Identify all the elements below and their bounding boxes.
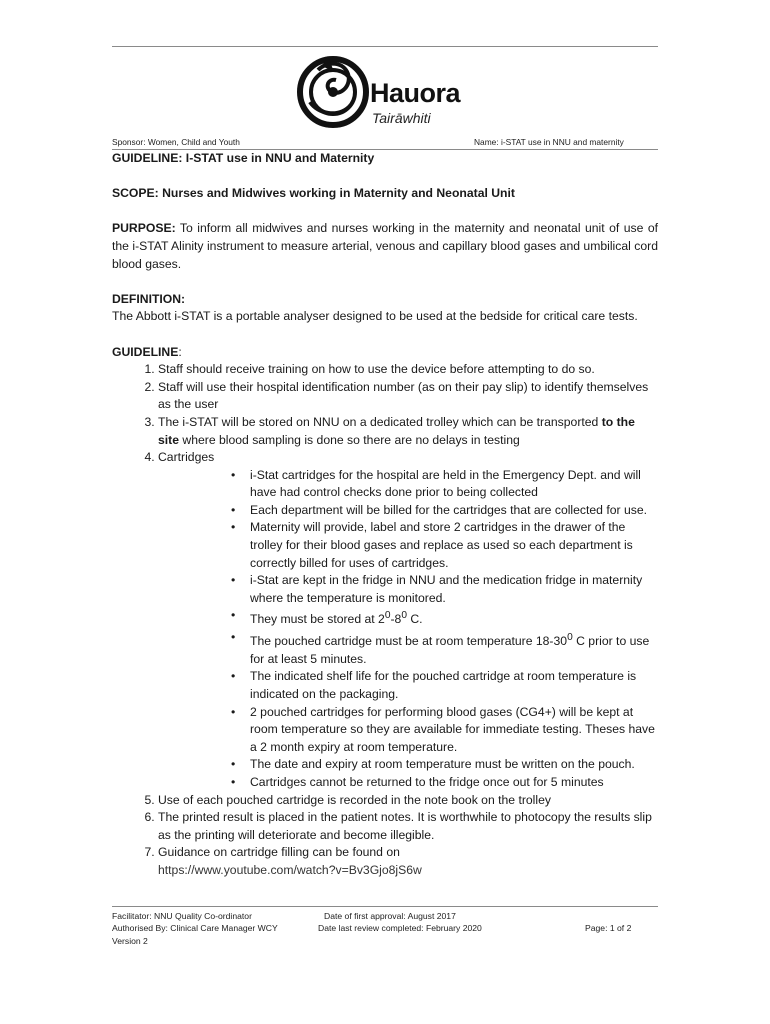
facilitator: Facilitator: NNU Quality Co-ordinator <box>112 911 252 921</box>
document-body <box>112 150 658 879</box>
document-name: Name: i-STAT use in NNU and maternity <box>474 137 624 147</box>
bullet-item: • 2 pouched cartridges for performing blood gases (CG4+) will be kept at room temperature so they are available for immediate testing. Theses have a 2 month expiry at room temperature. <box>250 704 658 757</box>
guideline-list <box>112 361 658 879</box>
bullet-item: • Maternity will provide, label and store 2 cartridges in the drawer of the trolley for their blood gases and replace as used so each department is correctly billed for uses of cartridges. <box>250 519 658 572</box>
list-item: 6. The printed result is placed in the patient notes. It is worthwhile to photocopy the results slip as the printing will deteriorate and become illegible. <box>158 809 658 844</box>
bullet-item: • They must be stored at $2^0-8^0$ C. <box>250 607 658 629</box>
youtube-link[interactable]: https://www.youtube.com/watch?v=Bv3Gjo8jS6w <box>158 862 422 877</box>
list-item: 2. Staff will use their hospital identification number (as on their pay slip) to identify themselves as the user <box>158 379 658 414</box>
bullet-item: • i-Stat cartridges for the hospital are held in the Emergency Dept. and will have had control checks done prior to being collected <box>250 467 658 502</box>
footer-middle <box>318 910 482 935</box>
list-item: 1. Staff should receive training on how to use the device before attempting to do so. <box>158 361 658 379</box>
bullet-item: • Each department will be billed for the cartridges that are collected for use. <box>250 502 658 520</box>
definition-label: DEFINITION: <box>112 291 186 306</box>
top-rule <box>112 46 658 47</box>
bullet-item: • i-Stat are kept in the fridge in NNU and the medication fridge in maternity where the temperature is monitored. <box>250 572 658 607</box>
authorised-by: Authorised By: Clinical Care Manager WCY <box>112 923 278 934</box>
list-item: 3. The i-STAT will be stored on NNU on a dedicated trolley which can be transported to the site where blood sampling is done so there are no delays in testing <box>158 414 658 449</box>
list-item: 7. Guidance on cartridge filling can be found on https://www.youtube.com/watch?v=Bv3Gjo8jS6w <box>158 844 658 879</box>
page-title: GUIDELINE: I-STAT use in NNU and Maternity <box>112 151 375 165</box>
logo-wordmark: Hauora <box>370 78 461 108</box>
version: Version 2 <box>112 935 148 946</box>
guideline-label: GUIDELINE: <box>112 344 182 359</box>
page-number: Page: 1 of 2 <box>585 923 632 933</box>
list-item: 5. Use of each pouched cartridge is recorded in the note book on the trolley <box>158 792 658 810</box>
bullet-item: • The indicated shelf life for the pouched cartridge at room temperature is indicated on the packaging. <box>250 668 658 703</box>
list-item: 4. Cartridges • i-Stat cartridges for the hospital are held in the Emergency Dept. and will have had control checks done prior to being collected • Each department will be billed for the cartridges that are collected for use. • Maternity will provide, label and store 2 cartridges in the drawer of the trolley for their blood gases and replace as used so each department is correctly billed for uses of cartridges. • i-Stat are kept in the fridge in NNU and the medication fridge in maternity where the temperature is monitored. • They must be stored at $2^0-8^0$ C. • The pouched cartridge must be at room temperature $18-30^0$ C prior to use for at least 5 minutes. • The indicated shelf life for the pouched cartridge at room temperature is indicated on the packaging. • 2 pouched cartridges for performing blood gases (CG4+) will be kept at room temperature so they are available for immediate testing. Theses have a 2 month expiry at room temperature. • The date and expiry at room temperature must be written on the pouch. • Cartridges cannot be returned to the fridge once out for 5 minutes <box>158 449 658 791</box>
scope: SCOPE: Nurses and Midwives working in Maternity and Neonatal Unit <box>112 186 515 201</box>
bullet-item: • Cartridges cannot be returned to the fridge once out for 5 minutes <box>250 774 658 792</box>
footer-rule <box>112 906 658 907</box>
logo-subtitle: Tairāwhiti <box>372 110 431 126</box>
first-approval: Date of first approval: August 2017 <box>324 911 456 921</box>
purpose: PURPOSE: To inform all midwives and nurses working in the maternity and neonatal unit of use of the i-STAT Alinity instrument to measure arterial, venous and capillary blood gases and umbilical cord blood gases. <box>112 221 658 271</box>
last-review: Date last review completed: February 2020 <box>318 923 482 934</box>
definition-text: The Abbott i-STAT is a portable analyser designed to be used at the bedside for critical care tests. <box>112 309 638 324</box>
footer-left <box>112 910 278 947</box>
bullet-item: • The date and expiry at room temperature must be written on the pouch. <box>250 756 658 774</box>
cartridge-list <box>158 467 658 792</box>
sponsor-text: Sponsor: Women, Child and Youth <box>112 137 240 147</box>
bullet-item: • The pouched cartridge must be at room temperature $18-30^0$ C prior to use for at least 5 minutes. <box>250 629 658 668</box>
